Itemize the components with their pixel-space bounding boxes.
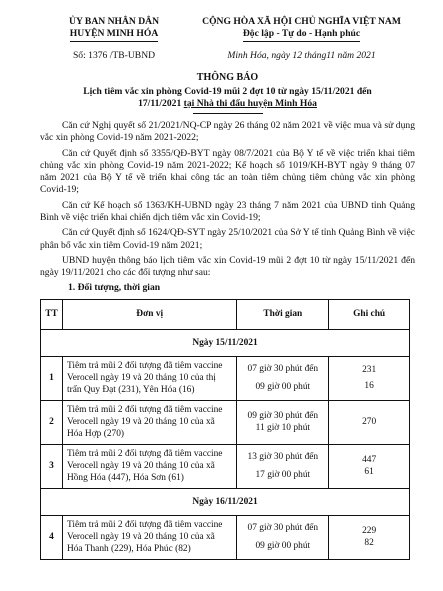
paragraph-5: UBND huyện thông báo lịch tiêm vắc xin Covid-19 mũi 2 đợt 10 từ ngày 15/11/2021 đến ngày 19/11/2021 cho các đối tượng như sau: [40, 254, 415, 279]
row-unit: Tiêm trả mũi 2 đối tượng đã tiêm vaccine Verocell ngày 19 và 20 tháng 10 của xã Hồng Hóa (447), Hóa Sơn (61) [62, 444, 236, 488]
issue-date: Minh Hóa, ngày 12 tháng11 năm 2021 [227, 49, 376, 61]
row-number: 2 [41, 400, 63, 444]
row-time [237, 515, 329, 559]
row-note-1: 270 [362, 417, 377, 428]
col-header-tt: TT [41, 299, 63, 329]
document-title: THÔNG BÁO [196, 71, 259, 83]
row-unit: Tiêm trả mũi 2 đối tượng đã tiêm vaccine Verocell ngày 19 và 20 tháng 10 của xã Hóa Hợp (270) [62, 400, 236, 444]
row-note-1: 231 [362, 365, 377, 376]
row-time-start: 13 giờ 30 phút đến [247, 452, 319, 463]
row-time-end: 17 giờ 00 phút [255, 470, 311, 481]
row-note-2: 16 [364, 381, 374, 392]
subtitle-line-2b: tại Nhà thi đấu huyện Minh Hóa [183, 97, 317, 109]
paragraph-3: Căn cứ Kế hoạch số 1363/KH-UBND ngày 23 tháng 7 năm 2021 của UBND tỉnh Quảng Bình về việc triển khai chiến dịch tiêm vắc xin Covid-19; [40, 199, 415, 223]
table-header-row [41, 299, 410, 329]
day-label: Ngày 16/11/2021 [41, 488, 410, 515]
row-time-start: 07 giờ 30 phút đến [247, 364, 319, 375]
row-time [237, 400, 329, 444]
row-note [329, 444, 410, 488]
document-subtitle [40, 86, 415, 111]
paragraph-4: Căn cứ Quyết định số 1624/QĐ-SYT ngày 25/10/2021 của Sở Y tế tỉnh Quảng Bình về việc phân bổ vắc xin tiêm Covid-19 năm 2021; [40, 227, 415, 251]
issuer-line-1: ỦY BAN NHÂN DÂN [69, 16, 159, 27]
table-row [41, 515, 410, 559]
paragraph-1: Căn cứ Nghị quyết số 21/2021/NQ-CP ngày 26 tháng 02 năm 2021 về việc mua và sử dụng vắc xin phòng Covid-19 năm 2021-2022; [40, 120, 415, 144]
row-number: 4 [41, 515, 63, 559]
row-time-end: 09 giờ 00 phút [255, 541, 311, 552]
row-time-start: 07 giờ 30 phút đến [247, 523, 319, 534]
table-row [41, 356, 410, 400]
col-header-unit: Đơn vị [62, 299, 236, 329]
motto: Độc lập - Tự do - Hạnh phúc [243, 28, 360, 41]
col-header-note: Ghi chú [329, 299, 410, 329]
row-note-1: 229 [362, 526, 377, 537]
schedule-table [40, 299, 410, 560]
row-time-end: 09 giờ 00 phút [255, 382, 311, 393]
subtitle-line-1: Lịch tiêm vắc xin phòng Covid-19 mũi 2 đợt 10 từ ngày 15/11/2021 đến [83, 85, 372, 97]
row-number: 3 [41, 444, 63, 488]
row-note [329, 400, 410, 444]
row-note [329, 356, 410, 400]
country-name: CỘNG HÒA XÃ HỘI CHỦ NGHĨA VIỆT NAM [202, 16, 401, 27]
row-note [329, 515, 410, 559]
row-note-2: 61 [364, 467, 374, 478]
row-note-2: 82 [364, 538, 374, 549]
document-number: Số: 1376 /TB-UBND [72, 49, 156, 61]
title-separator [193, 113, 263, 114]
row-unit: Tiêm trả mũi 2 đối tượng đã tiêm vaccine Verocell ngày 19 và 20 tháng 10 của xã Hóa Thanh (229), Hóa Phúc (82) [62, 515, 236, 559]
document-header [40, 16, 415, 62]
row-time-end: 11 giờ 10 phút [255, 423, 310, 434]
issuer-line-2: HUYỆN MINH HÓA [70, 28, 158, 41]
table-row [41, 400, 410, 444]
row-time-start: 09 giờ 30 phút đến [247, 411, 319, 422]
paragraph-2: Căn cứ Quyết định số 3355/QĐ-BYT ngày 08/7/2021 của Bộ Y tế về việc triển khai tiêm chủng vắc xin phòng Covid-19 năm 2021-2022; Kế hoạch số 1019/KH-BYT ngày 9 tháng 07 năm 2021 của Bộ Y tế về triển khai công tác an toàn tiêm chủng tiêm chủng vắc xin phòng Covid-19; [40, 147, 415, 196]
issuer-block [40, 16, 188, 62]
subtitle-line-2a: 17/11/2021 [138, 97, 184, 109]
day-row [41, 488, 410, 515]
day-row [41, 329, 410, 356]
section-heading: 1. Đối tượng, thời gian [68, 282, 161, 294]
national-motto-block [188, 16, 415, 62]
row-number: 1 [41, 356, 63, 400]
col-header-time: Thời gian [237, 299, 329, 329]
row-time [237, 444, 329, 488]
row-unit: Tiêm trả mũi 2 đối tượng đã tiêm vaccine Verocell ngày 19 và 20 tháng 10 của thị trấn Quy Đạt (231), Yên Hóa (16) [62, 356, 236, 400]
row-note-1: 447 [362, 455, 377, 466]
day-label: Ngày 15/11/2021 [41, 329, 410, 356]
table-row [41, 444, 410, 488]
row-time [237, 356, 329, 400]
